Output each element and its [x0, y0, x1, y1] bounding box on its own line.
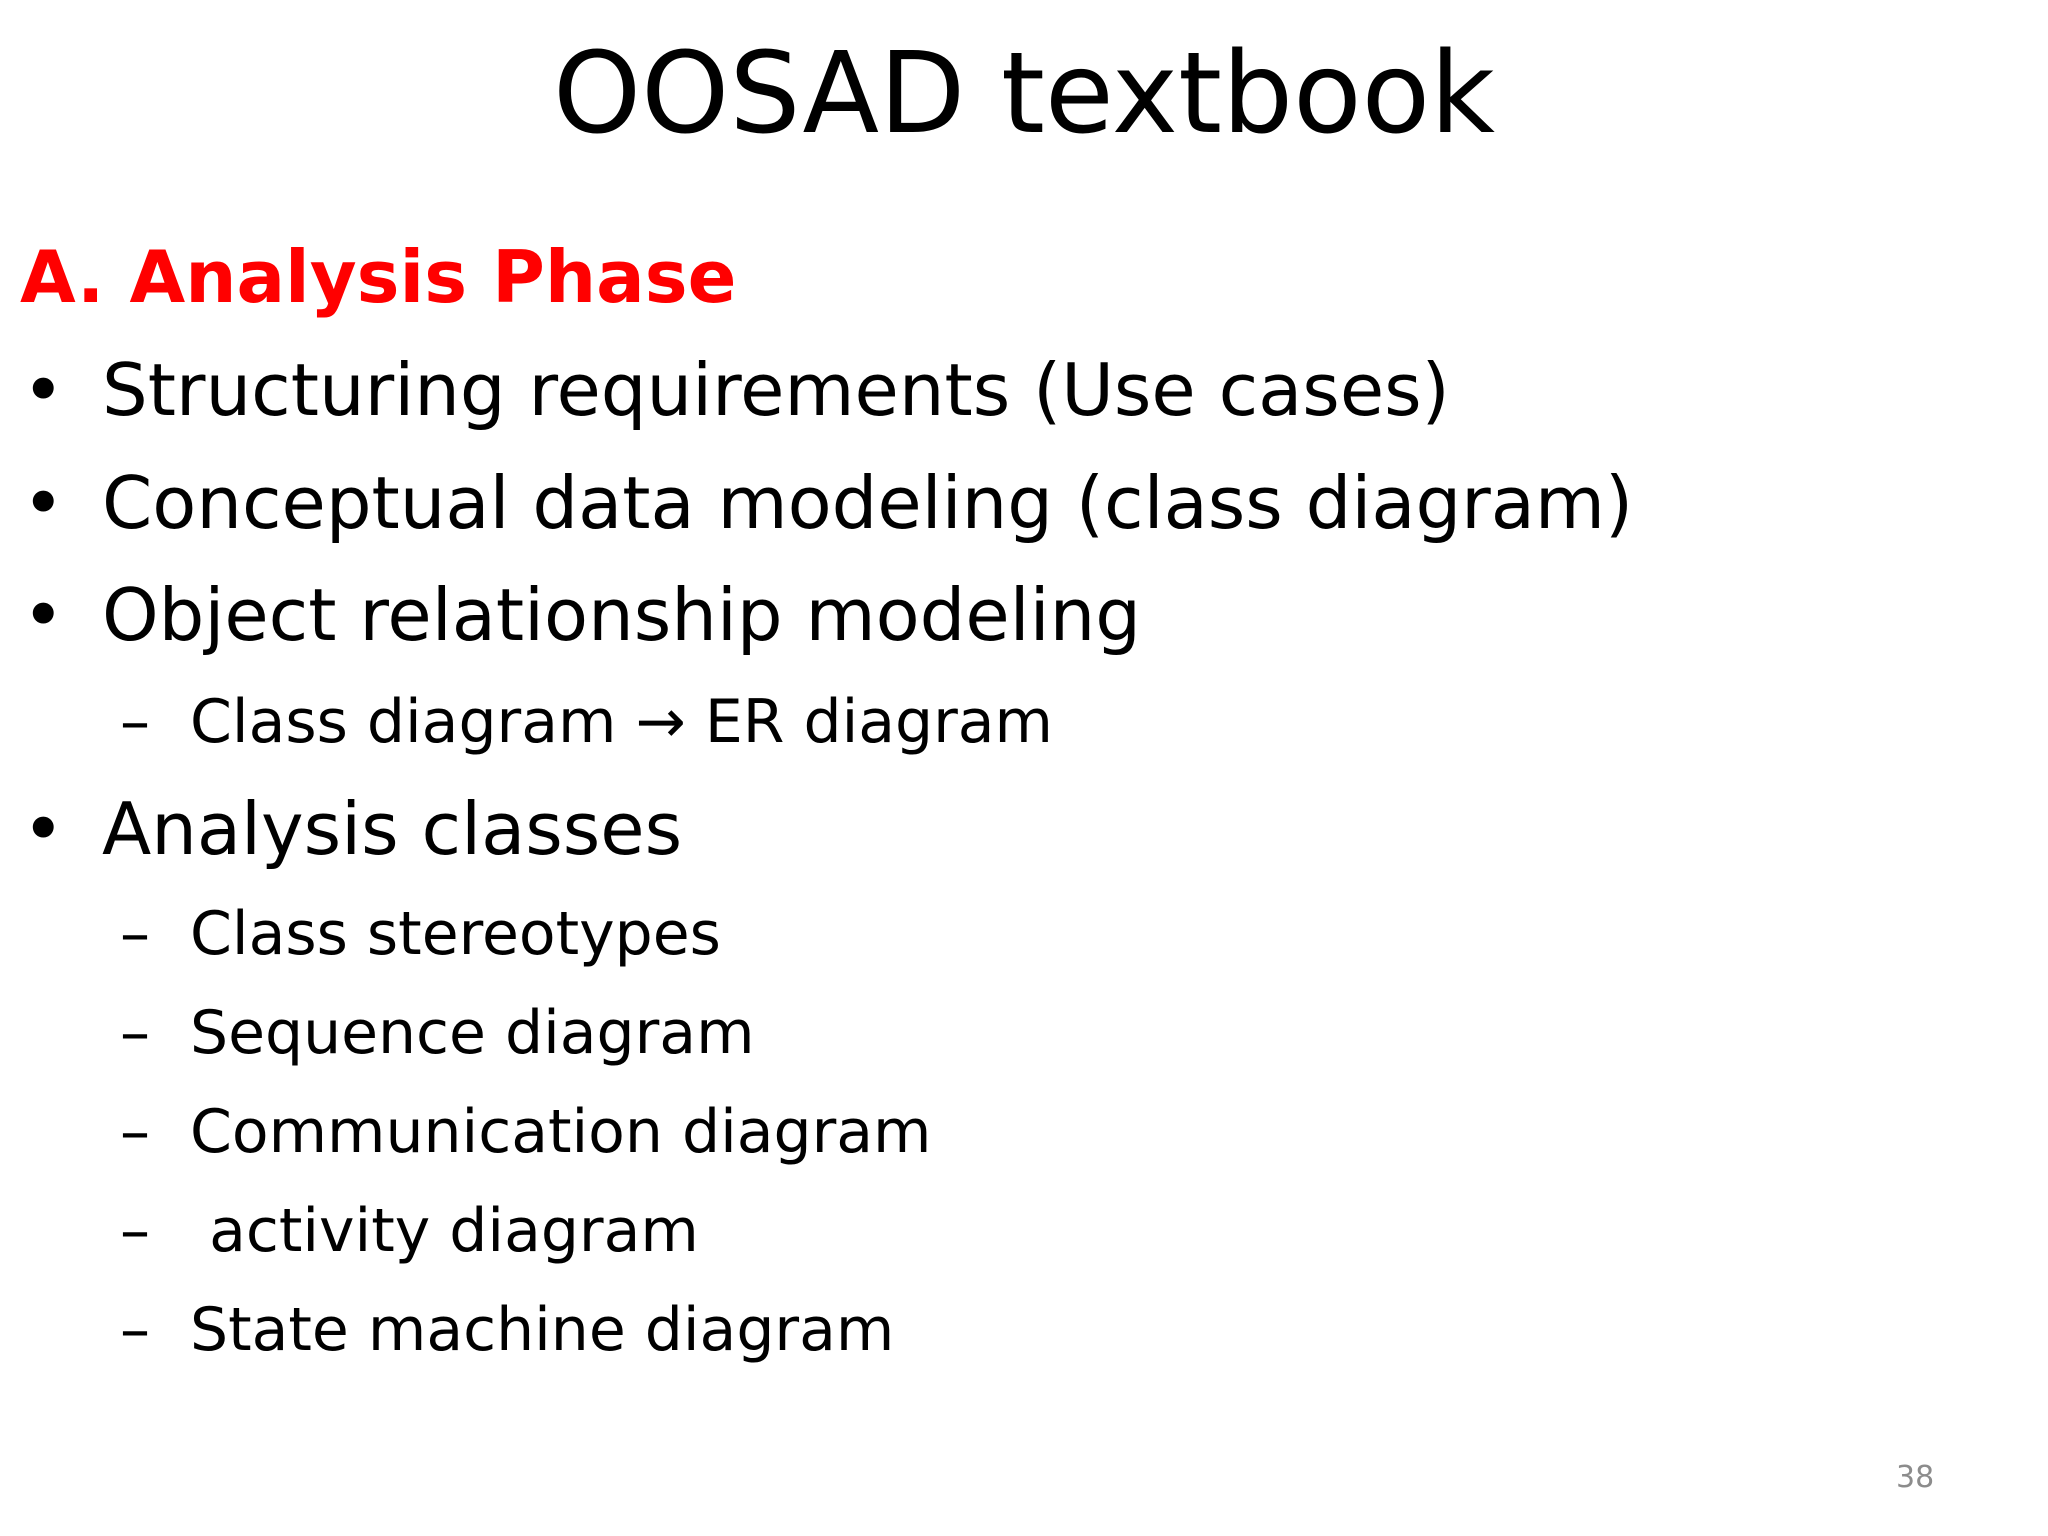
dash-marker: – [120, 899, 150, 969]
bullet-item [20, 345, 1450, 435]
bullet-text: Structuring requirements (Use cases) [102, 348, 1450, 432]
sub-item-text: Class diagram → ER diagram [190, 687, 1053, 757]
sub-item [120, 1291, 894, 1369]
sub-item-text: Communication diagram [190, 1097, 932, 1167]
dash-marker: – [120, 1295, 150, 1365]
dash-marker: – [120, 1196, 150, 1266]
bullet-marker: • [22, 787, 65, 871]
sub-item [120, 994, 755, 1072]
bullet-item [20, 458, 1633, 548]
sub-item-text: activity diagram [190, 1196, 699, 1266]
sub-item-text: Sequence diagram [190, 998, 755, 1068]
sub-item [120, 1093, 931, 1171]
bullet-marker: • [22, 461, 65, 545]
dash-marker: – [120, 998, 150, 1068]
sub-item [120, 683, 1053, 761]
page-number: 38 [1896, 1460, 1935, 1495]
bullet-text: Analysis classes [102, 787, 683, 871]
sub-item-text: State machine diagram [190, 1295, 895, 1365]
dash-marker: – [120, 687, 150, 757]
sub-item-text: Class stereotypes [190, 899, 721, 969]
bullet-text: Object relationship modeling [102, 573, 1142, 657]
slide-title: OOSAD textbook [553, 29, 1495, 159]
bullet-item [20, 784, 682, 874]
bullet-item [20, 570, 1141, 660]
section-heading: A. Analysis Phase [20, 235, 737, 319]
dash-marker: – [120, 1097, 150, 1167]
sub-item [120, 895, 721, 973]
bullet-marker: • [22, 573, 65, 657]
sub-item [120, 1192, 699, 1270]
bullet-text: Conceptual data modeling (class diagram) [102, 461, 1634, 545]
bullet-marker: • [22, 348, 65, 432]
